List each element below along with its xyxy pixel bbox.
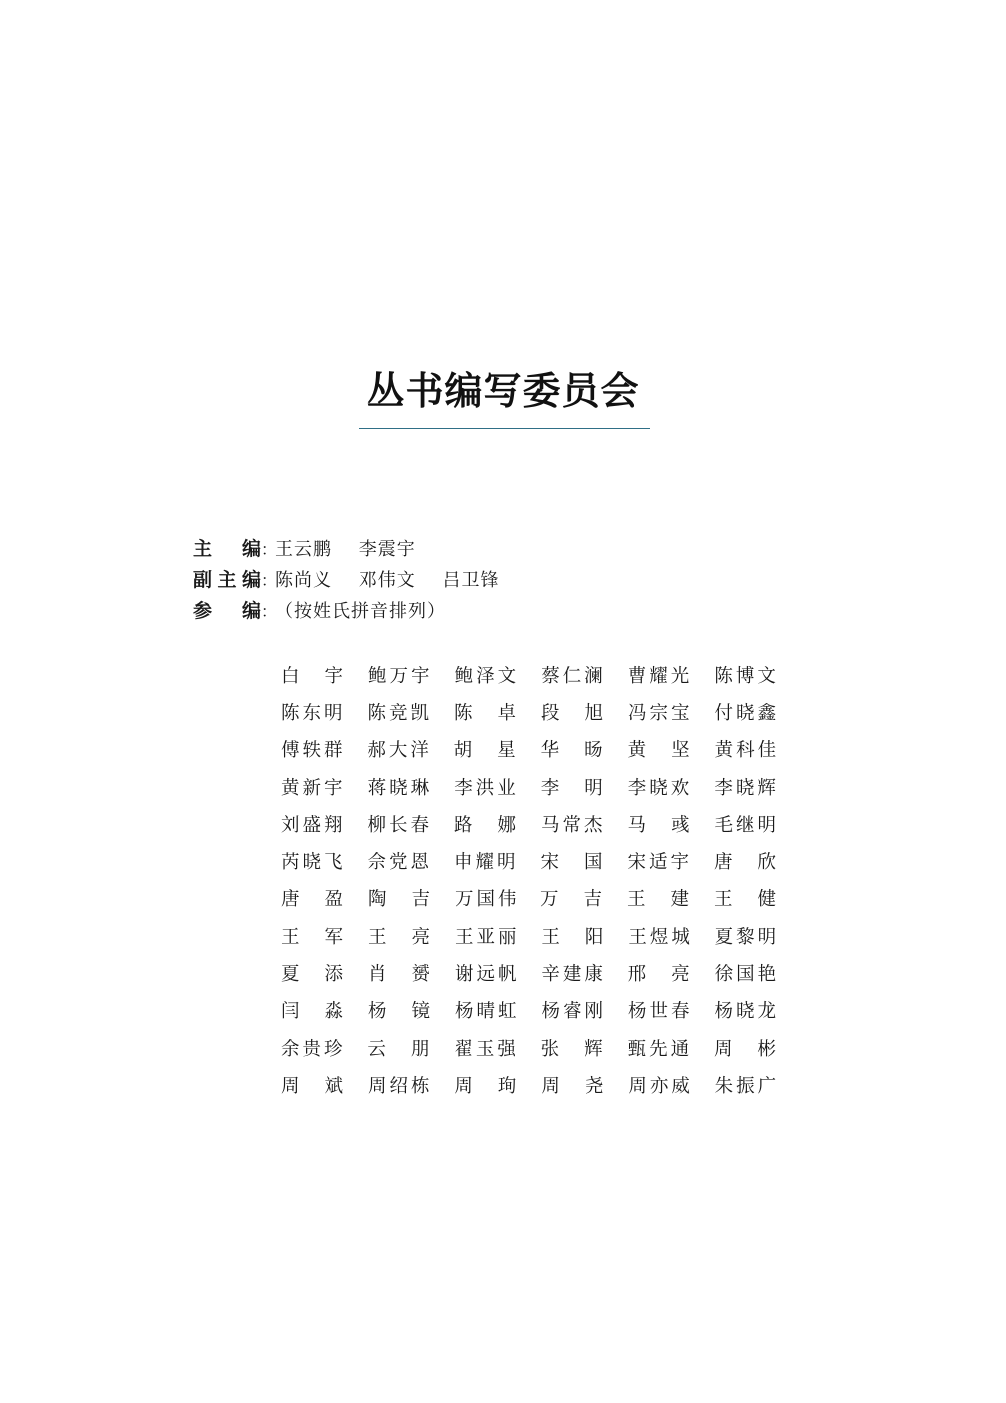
member-name: 周绍栋 — [368, 1075, 433, 1097]
member-name: 夏黎明 — [714, 926, 780, 948]
editor-name: 李震宇 — [358, 539, 416, 560]
roles-section — [193, 534, 793, 627]
member-name: 王阳 — [541, 926, 629, 948]
member-name: 杨晴虹 — [455, 1001, 520, 1023]
member-name: 曹耀光 — [627, 665, 693, 687]
member-name: 唐盈 — [281, 889, 369, 911]
member-name: 申耀明 — [453, 852, 519, 874]
role-names — [275, 597, 466, 623]
editor-name: 王云鹏 — [275, 539, 332, 560]
member-name: 毛继明 — [714, 814, 779, 836]
member-name: 陈东明 — [281, 702, 346, 724]
member-name: 杨晓龙 — [714, 1001, 779, 1023]
member-row — [281, 768, 801, 805]
member-name: 佘党恩 — [367, 852, 432, 874]
member-name: 唐欣 — [713, 852, 801, 874]
member-name: 翟玉强 — [454, 1038, 519, 1060]
member-name: 段旭 — [540, 702, 628, 724]
member-name: 王煜城 — [628, 926, 693, 948]
role-row-deputy-editor — [193, 565, 793, 596]
member-row — [281, 656, 801, 693]
member-row — [281, 954, 801, 991]
member-name: 鲍泽文 — [454, 665, 520, 687]
member-name: 鲍万宇 — [368, 665, 433, 687]
member-name: 柳长春 — [367, 814, 432, 836]
member-name: 芮晓飞 — [281, 852, 346, 874]
member-name: 蒋晓琳 — [367, 777, 433, 799]
editor-name: 吕卫锋 — [442, 570, 500, 591]
member-name: 王健 — [713, 889, 801, 911]
member-name: 辛建康 — [541, 964, 606, 986]
member-name: 华旸 — [540, 740, 628, 762]
member-name: 傅轶群 — [281, 740, 346, 762]
member-name: 刘盛翔 — [281, 814, 346, 836]
member-name: 周斌 — [281, 1075, 369, 1097]
member-name: 宋国 — [540, 852, 628, 874]
role-colon: ： — [261, 602, 278, 621]
member-name: 付晓鑫 — [714, 702, 779, 724]
member-name: 陈竞凯 — [367, 702, 432, 724]
page-title: 丛书编写委员会 — [366, 368, 640, 413]
members-grid — [281, 656, 801, 1104]
member-name: 路娜 — [453, 814, 541, 836]
member-name: 白宇 — [281, 665, 369, 687]
member-name: 蔡仁澜 — [541, 665, 606, 687]
member-name: 宋适宇 — [627, 852, 692, 874]
member-row — [281, 880, 801, 917]
member-name: 徐国艳 — [714, 964, 780, 986]
role-colon: ： — [261, 540, 278, 559]
member-name: 李晓辉 — [714, 777, 779, 799]
editor-name: 陈尚义 — [275, 570, 332, 591]
member-name: 周尧 — [541, 1075, 629, 1097]
member-name: 周珣 — [454, 1075, 542, 1097]
member-name: 王建 — [626, 889, 714, 911]
member-name: 王军 — [281, 926, 369, 948]
member-name: 周亦威 — [628, 1075, 693, 1097]
member-name: 胡星 — [453, 740, 541, 762]
member-name: 朱振广 — [714, 1075, 780, 1097]
member-name: 夏添 — [281, 964, 369, 986]
member-name: 冯宗宝 — [628, 702, 693, 724]
role-names — [275, 535, 436, 561]
member-name: 马常杰 — [540, 814, 606, 836]
member-name: 郝大洋 — [367, 740, 432, 762]
member-name: 谢远帆 — [455, 964, 520, 986]
role-names — [275, 566, 519, 592]
member-name: 杨世春 — [628, 1001, 693, 1023]
member-row — [281, 992, 801, 1029]
role-label: 参 编 — [193, 600, 261, 622]
member-name: 张辉 — [540, 1038, 628, 1060]
member-name: 万国伟 — [455, 889, 520, 911]
member-row — [281, 805, 801, 842]
member-name: 甄先通 — [627, 1038, 693, 1060]
member-name: 李明 — [540, 777, 628, 799]
member-name: 肖赟 — [368, 964, 456, 986]
member-name: 黄坚 — [627, 740, 715, 762]
member-name: 李晓欢 — [627, 777, 693, 799]
role-label: 主 编 — [193, 538, 261, 560]
member-name: 周彬 — [713, 1038, 801, 1060]
member-name: 陈博文 — [714, 665, 779, 687]
role-colon: ： — [261, 571, 278, 590]
member-row — [281, 693, 801, 730]
ordering-note: （按姓氏拼音排列） — [275, 601, 446, 622]
member-name: 杨睿刚 — [541, 1001, 607, 1023]
role-label: 副主编 — [193, 569, 261, 591]
member-name: 马彧 — [627, 814, 715, 836]
member-name: 李洪业 — [454, 777, 519, 799]
member-name: 王亮 — [368, 926, 456, 948]
title-divider — [359, 428, 650, 429]
member-name: 邢亮 — [627, 964, 715, 986]
member-name: 王亚丽 — [455, 926, 520, 948]
role-row-chief-editor — [193, 534, 793, 565]
member-row — [281, 1066, 801, 1103]
member-row — [281, 731, 801, 768]
member-name: 杨镜 — [368, 1001, 456, 1023]
member-row — [281, 917, 801, 954]
member-name: 黄新宇 — [281, 777, 346, 799]
member-name: 云朋 — [367, 1038, 455, 1060]
member-row — [281, 1029, 801, 1066]
role-row-contributors — [193, 596, 793, 627]
member-name: 闫淼 — [281, 1001, 369, 1023]
editor-name: 邓伟文 — [358, 570, 416, 591]
member-name: 陶吉 — [368, 889, 456, 911]
member-row — [281, 842, 801, 879]
member-name: 黄科佳 — [714, 740, 780, 762]
member-name: 万吉 — [539, 889, 627, 911]
member-name: 陈卓 — [453, 702, 541, 724]
member-name: 余贵珍 — [281, 1038, 346, 1060]
